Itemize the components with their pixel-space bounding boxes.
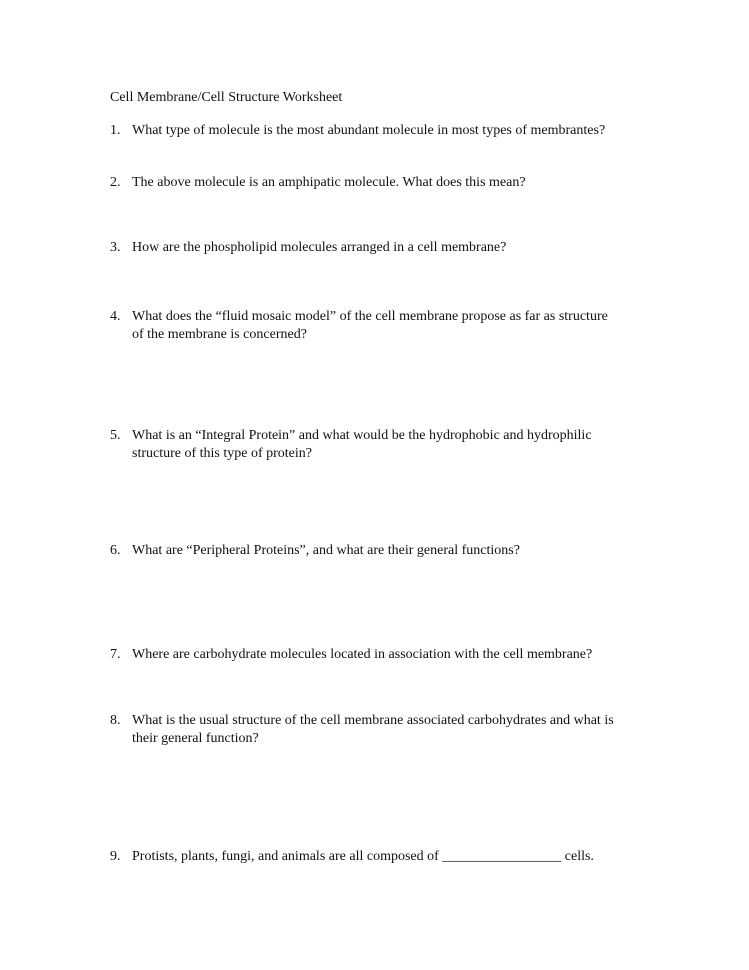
question-item xyxy=(110,712,670,748)
question-item xyxy=(110,542,670,560)
question-number: 1. xyxy=(110,123,121,138)
question-text: Protists, plants, fungi, and animals are all composed of _________________ cells. xyxy=(132,849,594,864)
question-item xyxy=(110,174,670,192)
question-number: 3. xyxy=(110,240,121,255)
question-text: What is the usual structure of the cell membrane associated carbohydrates and what is their general function? xyxy=(132,713,614,746)
question-item xyxy=(110,122,670,140)
worksheet-title: Cell Membrane/Cell Structure Worksheet xyxy=(110,90,343,105)
question-text: How are the phospholipid molecules arranged in a cell membrane? xyxy=(132,240,507,255)
question-item xyxy=(110,848,670,866)
question-item xyxy=(110,239,670,257)
question-number: 2. xyxy=(110,175,121,190)
question-number: 8. xyxy=(110,713,121,728)
question-text: What does the “fluid mosaic model” of the cell membrane propose as far as structure of the membrane is concerned? xyxy=(132,309,608,342)
question-number: 9. xyxy=(110,849,121,864)
question-text: Where are carbohydrate molecules located in association with the cell membrane? xyxy=(132,647,593,662)
question-number: 4. xyxy=(110,309,121,324)
question-text: What are “Peripheral Proteins”, and what are their general functions? xyxy=(132,543,520,558)
question-item xyxy=(110,646,670,664)
question-text: What type of molecule is the most abundant molecule in most types of membrantes? xyxy=(132,123,606,138)
question-text: What is an “Integral Protein” and what would be the hydrophobic and hydrophilic structure of this type of protein? xyxy=(132,428,592,461)
question-number: 6. xyxy=(110,543,121,558)
question-text: The above molecule is an amphipatic molecule. What does this mean? xyxy=(132,175,526,190)
question-item xyxy=(110,427,670,463)
question-item xyxy=(110,308,670,344)
question-number: 7. xyxy=(110,647,121,662)
question-number: 5. xyxy=(110,428,121,443)
